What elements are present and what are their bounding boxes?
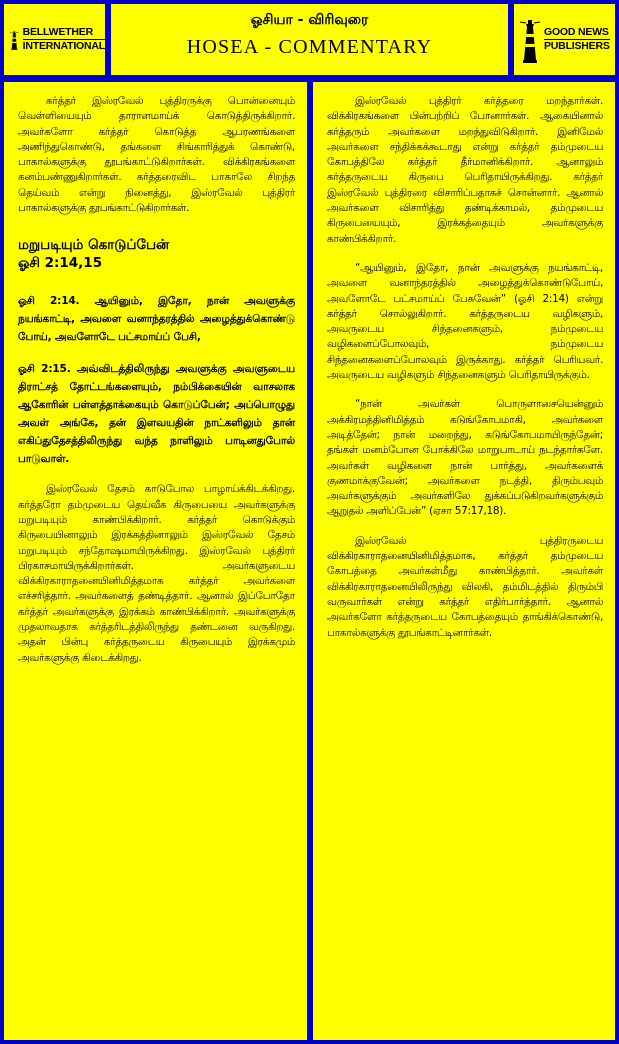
right-paragraph-2: “ஆயினும், இதோ, நான் அவளுக்கு நயங்காட்டி, அவளை வனாந்தரத்தில் அழைத்துக்கொண்டுபோய், அவளோடே பட்சமாய்ப் பேசுவேன்” (ஓசி 2:14) என்று கர்த்தர் சொல்லுகிறார். கர்த்தருடைய வழிகளும், அவருடைய சிந்தனைகளும், நம்முடைய வழிகளைப்போலவும், நம்முடைய சிந்தனைகளைப்போலவும் இருக்காது. கர்த்தர் பெரியவர். அவருடைய வழிகளும் சிந்தனைகளும் பெரிதாயிருக்கும். bbox=[327, 261, 603, 382]
left-logo-line2: INTERNATIONAL bbox=[22, 40, 105, 52]
left-logo-line1: BELLWETHER bbox=[23, 26, 105, 40]
verse-2-15: ஓசி 2:15. அவ்விடத்திலிருந்து அவளுக்கு அவளுடைய திராட்சத் தோட்டங்களையும், நம்பிக்கையின் வாசலாக ஆகோரின் பள்ளத்தாக்கையும் கொடுப்பேன்; அப்பொழுது அவள் அங்கே, தன் இளவயதின் நாட்களிலும் தான் எகிப்துதேசத்திலிருந்து வந்த நாளிலும் பாடினதுபோல் பாடுவாள். bbox=[18, 363, 295, 466]
lighthouse-icon bbox=[520, 16, 540, 64]
lighthouse-icon bbox=[10, 16, 19, 64]
left-column bbox=[4, 82, 307, 1040]
right-column bbox=[313, 82, 615, 1040]
right-paragraph-1: இஸ்ரவேல் புத்திரர் கர்த்தரை மறந்தார்கள். விக்கிரகங்களை பின்பற்றிப் போனார்கள். ஆகையினால் கர்த்தரும் அவர்களை மறந்துவிடுகிறார். இனிமேல் அவர்களை சந்திக்கக்கூடாது என்று கர்த்தர் தம்முடைய கோபத்திலே கர்த்தர் தீர்மானிக்கிறார். ஆனாலும் கர்த்தருடைய கிருபை பெரிதாயிருக்கிறது. கர்த்தர் இஸ்ரவேல் புத்திரரை விசாரிப்பதாகச் சொன்னார். ஆனால் அவர்களை விசாரித்து தண்டிக்காமல், தம்முடைய கிருபையையும், இரக்கத்தையும் அவர்களுக்கு காண்பிக்கிறார். bbox=[327, 95, 603, 245]
left-paragraph-1: கர்த்தர் இஸ்ரவேல் புத்திரருக்கு பொன்னையும் வெள்ளியையும் தாராளமாய்க் கொடுத்திருக்கிறார். அவர்களோ கர்த்தர் கொடுத்த ஆபரணங்களை அணிந்துகொண்டு, தங்களை சிங்காரித்துக் கொண்டு, பாகால்களுக்கு தூபங்காட்டுகிறார்கள். விக்கிரகங்களை கனம்பண்ணுகிறார்கள். கர்த்தரைவிட பாகாலே சிறந்த தெய்வம் என்று நினைத்து, இஸ்ரவேல் புத்திரர் பாகால்களுக்கு தூபங்காட்டுகிறார்கள். bbox=[18, 95, 295, 215]
title-tamil: ஓசியா - விரிவுரை bbox=[250, 12, 369, 28]
section-heading-title: மறுபடியும் கொடுப்பேன் bbox=[18, 237, 170, 254]
section-heading bbox=[18, 236, 295, 272]
right-logo-line1: GOOD NEWS bbox=[544, 26, 609, 38]
right-paragraph-3: “நான் அவர்கள் பொருளாசையென்னும் அக்கிரமத்தினிமித்தம் கடுங்கோபமாகி, அவர்களை அடித்தேன்; நான் மறைந்து, கடுங்கோபமாயிருந்தேன்; தங்கள் மனம்போன போக்கிலே மாறுபாடாய் நடந்தார்களே. அவர்கள் வழிகளை நான் பார்த்து, அவர்களைக் குணமாக்குவேன்; அவர்களை நடத்தி, திரும்பவும் அவர்களுக்கும் அவர்களிலே துக்கப்படுகிறவர்களுக்கும் ஆறுதல் அளிப்பேன்” (ஏசா 57:17,18). bbox=[327, 398, 603, 518]
right-logo-line2: PUBLISHERS bbox=[544, 40, 610, 52]
section-heading-reference: ஓசி 2:14,15 bbox=[18, 255, 103, 272]
bellwether-logo-box bbox=[4, 4, 105, 75]
left-paragraph-2: இஸ்ரவேல் தேசம் காடுபோல பாழாய்க்கிடக்கிறது. கர்த்தரோ தம்முடைய தெய்வீக கிருபையை அவர்களுக்கு மறுபடியும் காண்பிக்கிறார். கர்த்தர் கொடுக்கும் கிருபையினாலும் இரக்கத்தினாலும் இஸ்ரவேல் தேசம் மறுபடியும் சந்தோஷமாயிருக்கிறது. இஸ்ரவேல் புத்திரர் பிரகாசமாயிருக்கிறார்கள். அவர்களுடைய விக்கிரகாராதனையினிமித்தமாக கர்த்தர் அவர்களை எச்சரித்தார். அவர்களைத் தண்டித்தார். ஆனால் இப்போதோ கர்த்தர் அவர்களுக்கு இரக்கம் காண்பிக்கிறார். அவர்களுக்கு முதலாவதாக கர்த்தரிடத்திலிருந்து தண்டனை வருகிறது. அதன் பின்பு கர்த்தருடைய கிருபையும் இரக்கமும் அவர்களுக்கு கிடைக்கிறது. bbox=[18, 483, 295, 664]
verse-2-14: ஓசி 2:14. ஆயினும், இதோ, நான் அவளுக்கு நயங்காட்டி, அவளை வனாந்தரத்தில் அழைத்துக்கொண்டு போய், அவளோடே பட்சமாய்ப் பேசி, bbox=[18, 295, 295, 344]
title-box bbox=[111, 4, 508, 75]
good-news-logo-box bbox=[514, 4, 615, 75]
title-english: HOSEA - COMMENTARY bbox=[186, 36, 433, 58]
right-paragraph-4: இஸ்ரவேல் புத்திரருடைய விக்கிரகாராதனையினிமித்தமாக, கர்த்தர் தம்முடைய கோபத்தை அவர்கள்மீது காண்பித்தார். அவர்கள் விக்கிரகாராதனையிலிருந்து விலகி, தம்மிடத்தில் திரும்பி வருவார்கள் என்று கர்த்தர் எதிர்பார்த்தார். ஆனால் அவர்களோ கர்த்தருடைய கோபத்தையும் தாங்கிக்கொண்டு, பாகால்களுக்கு தூபங்காட்டினார்கள். bbox=[327, 534, 603, 639]
